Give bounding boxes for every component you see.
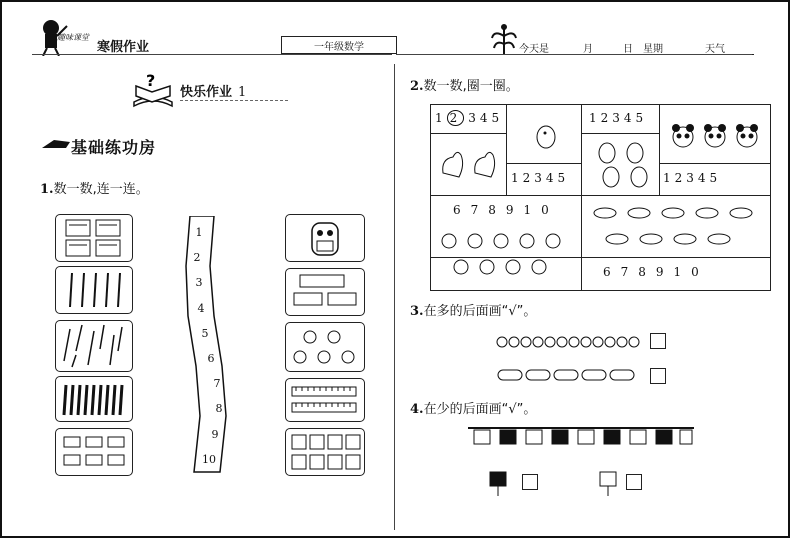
- header-rule-right: [396, 54, 752, 55]
- picture-box-right-4[interactable]: [285, 378, 365, 422]
- exercise-books-icon: [286, 429, 364, 475]
- grade-label: 一年级数学: [281, 36, 397, 54]
- header-rule-left: [32, 54, 392, 55]
- pencil-boxes-icon: [286, 269, 364, 315]
- logo-text: 趣味课堂: [57, 33, 89, 42]
- lanterns-icon: [468, 420, 694, 496]
- check-box-white-lantern[interactable]: [626, 474, 642, 490]
- date-label-today: 今天是: [519, 44, 549, 55]
- picture-box-right-3[interactable]: [285, 322, 365, 372]
- mice-icon: [591, 137, 657, 193]
- ladder-number-6[interactable]: 6: [207, 352, 215, 365]
- date-label-day: 日: [623, 44, 633, 55]
- chick-icon: [531, 115, 561, 155]
- grid-numbers-a: 1 2 345: [435, 111, 504, 125]
- picture-box-left-5[interactable]: [55, 428, 133, 476]
- lesson-title-rule: [180, 100, 288, 101]
- date-label-month: 月: [583, 44, 593, 55]
- ladder-number-2[interactable]: 2: [193, 251, 201, 265]
- circled-answer: 2: [447, 110, 465, 126]
- lesson-title: 快乐作业 1: [180, 85, 247, 100]
- book-set-icon: [56, 215, 132, 261]
- date-label-weather: 天气: [705, 44, 725, 55]
- rulers-icon: [56, 377, 132, 421]
- picture-box-left-4[interactable]: [55, 376, 133, 422]
- grid-numbers-e[interactable]: 678910: [453, 203, 559, 217]
- pencil-sticks-icon: [56, 267, 132, 313]
- counting-grid: [430, 104, 771, 291]
- q2-title: 2.数一数,圈一圈。: [410, 79, 519, 94]
- date-weather-row: [519, 40, 757, 55]
- grid-numbers-d[interactable]: 12345: [663, 171, 722, 185]
- ladder-number-1[interactable]: 1: [195, 226, 203, 239]
- q3-title: 3.在多的后面画“√”。: [410, 304, 537, 319]
- pandas-icon: [667, 117, 767, 157]
- grid-numbers-b[interactable]: 12345: [511, 171, 570, 185]
- bicycles-and-cars-icon: [496, 330, 646, 388]
- measuring-rulers-icon: [286, 379, 364, 421]
- q1-title: 1.数一数,连一连。: [40, 182, 149, 197]
- decorative-sprout-icon: [488, 22, 520, 56]
- section-crocodile-icon: [40, 134, 72, 154]
- grid-numbers-c[interactable]: 12345: [589, 111, 648, 125]
- fish-icon: [589, 201, 765, 255]
- ladder-number-9[interactable]: 9: [211, 427, 219, 441]
- ladder-number-7[interactable]: 7: [213, 377, 221, 391]
- ladder-number-8[interactable]: 8: [215, 402, 223, 416]
- q4-title: 4.在少的后面画“√”。: [410, 402, 537, 417]
- lesson-number: 1: [238, 85, 247, 100]
- ladder-number-10[interactable]: 10: [202, 452, 216, 466]
- roosters-icon: [435, 139, 505, 193]
- svg-text:?: ?: [146, 72, 156, 90]
- picture-box-right-2[interactable]: [285, 268, 365, 316]
- picture-box-left-1[interactable]: [55, 214, 133, 262]
- ladder-number-3[interactable]: 3: [195, 276, 203, 290]
- picture-box-left-2[interactable]: [55, 266, 133, 314]
- pencils-icon: [56, 321, 132, 371]
- question-book-icon: [130, 72, 176, 108]
- header-title: 寒假作业: [97, 40, 150, 55]
- date-label-weekday: 星期: [643, 44, 663, 55]
- grid-numbers-f[interactable]: 678910: [603, 265, 709, 279]
- page-divider: [394, 64, 395, 530]
- ladder-number-4[interactable]: 4: [197, 301, 205, 315]
- toy-animals-icon: [286, 323, 364, 371]
- check-box-bicycles[interactable]: [650, 333, 666, 349]
- picture-box-right-5[interactable]: [285, 428, 365, 476]
- cats-icon: [439, 227, 569, 283]
- picture-box-left-3[interactable]: [55, 320, 133, 372]
- ladder-number-5[interactable]: 5: [201, 326, 209, 340]
- school-bag-icon: [286, 215, 364, 261]
- erasers-icon: [56, 429, 132, 475]
- section-title: 基础练功房: [71, 138, 157, 157]
- check-box-black-lantern[interactable]: [522, 474, 538, 490]
- picture-box-right-1[interactable]: [285, 214, 365, 262]
- check-box-cars[interactable]: [650, 368, 666, 384]
